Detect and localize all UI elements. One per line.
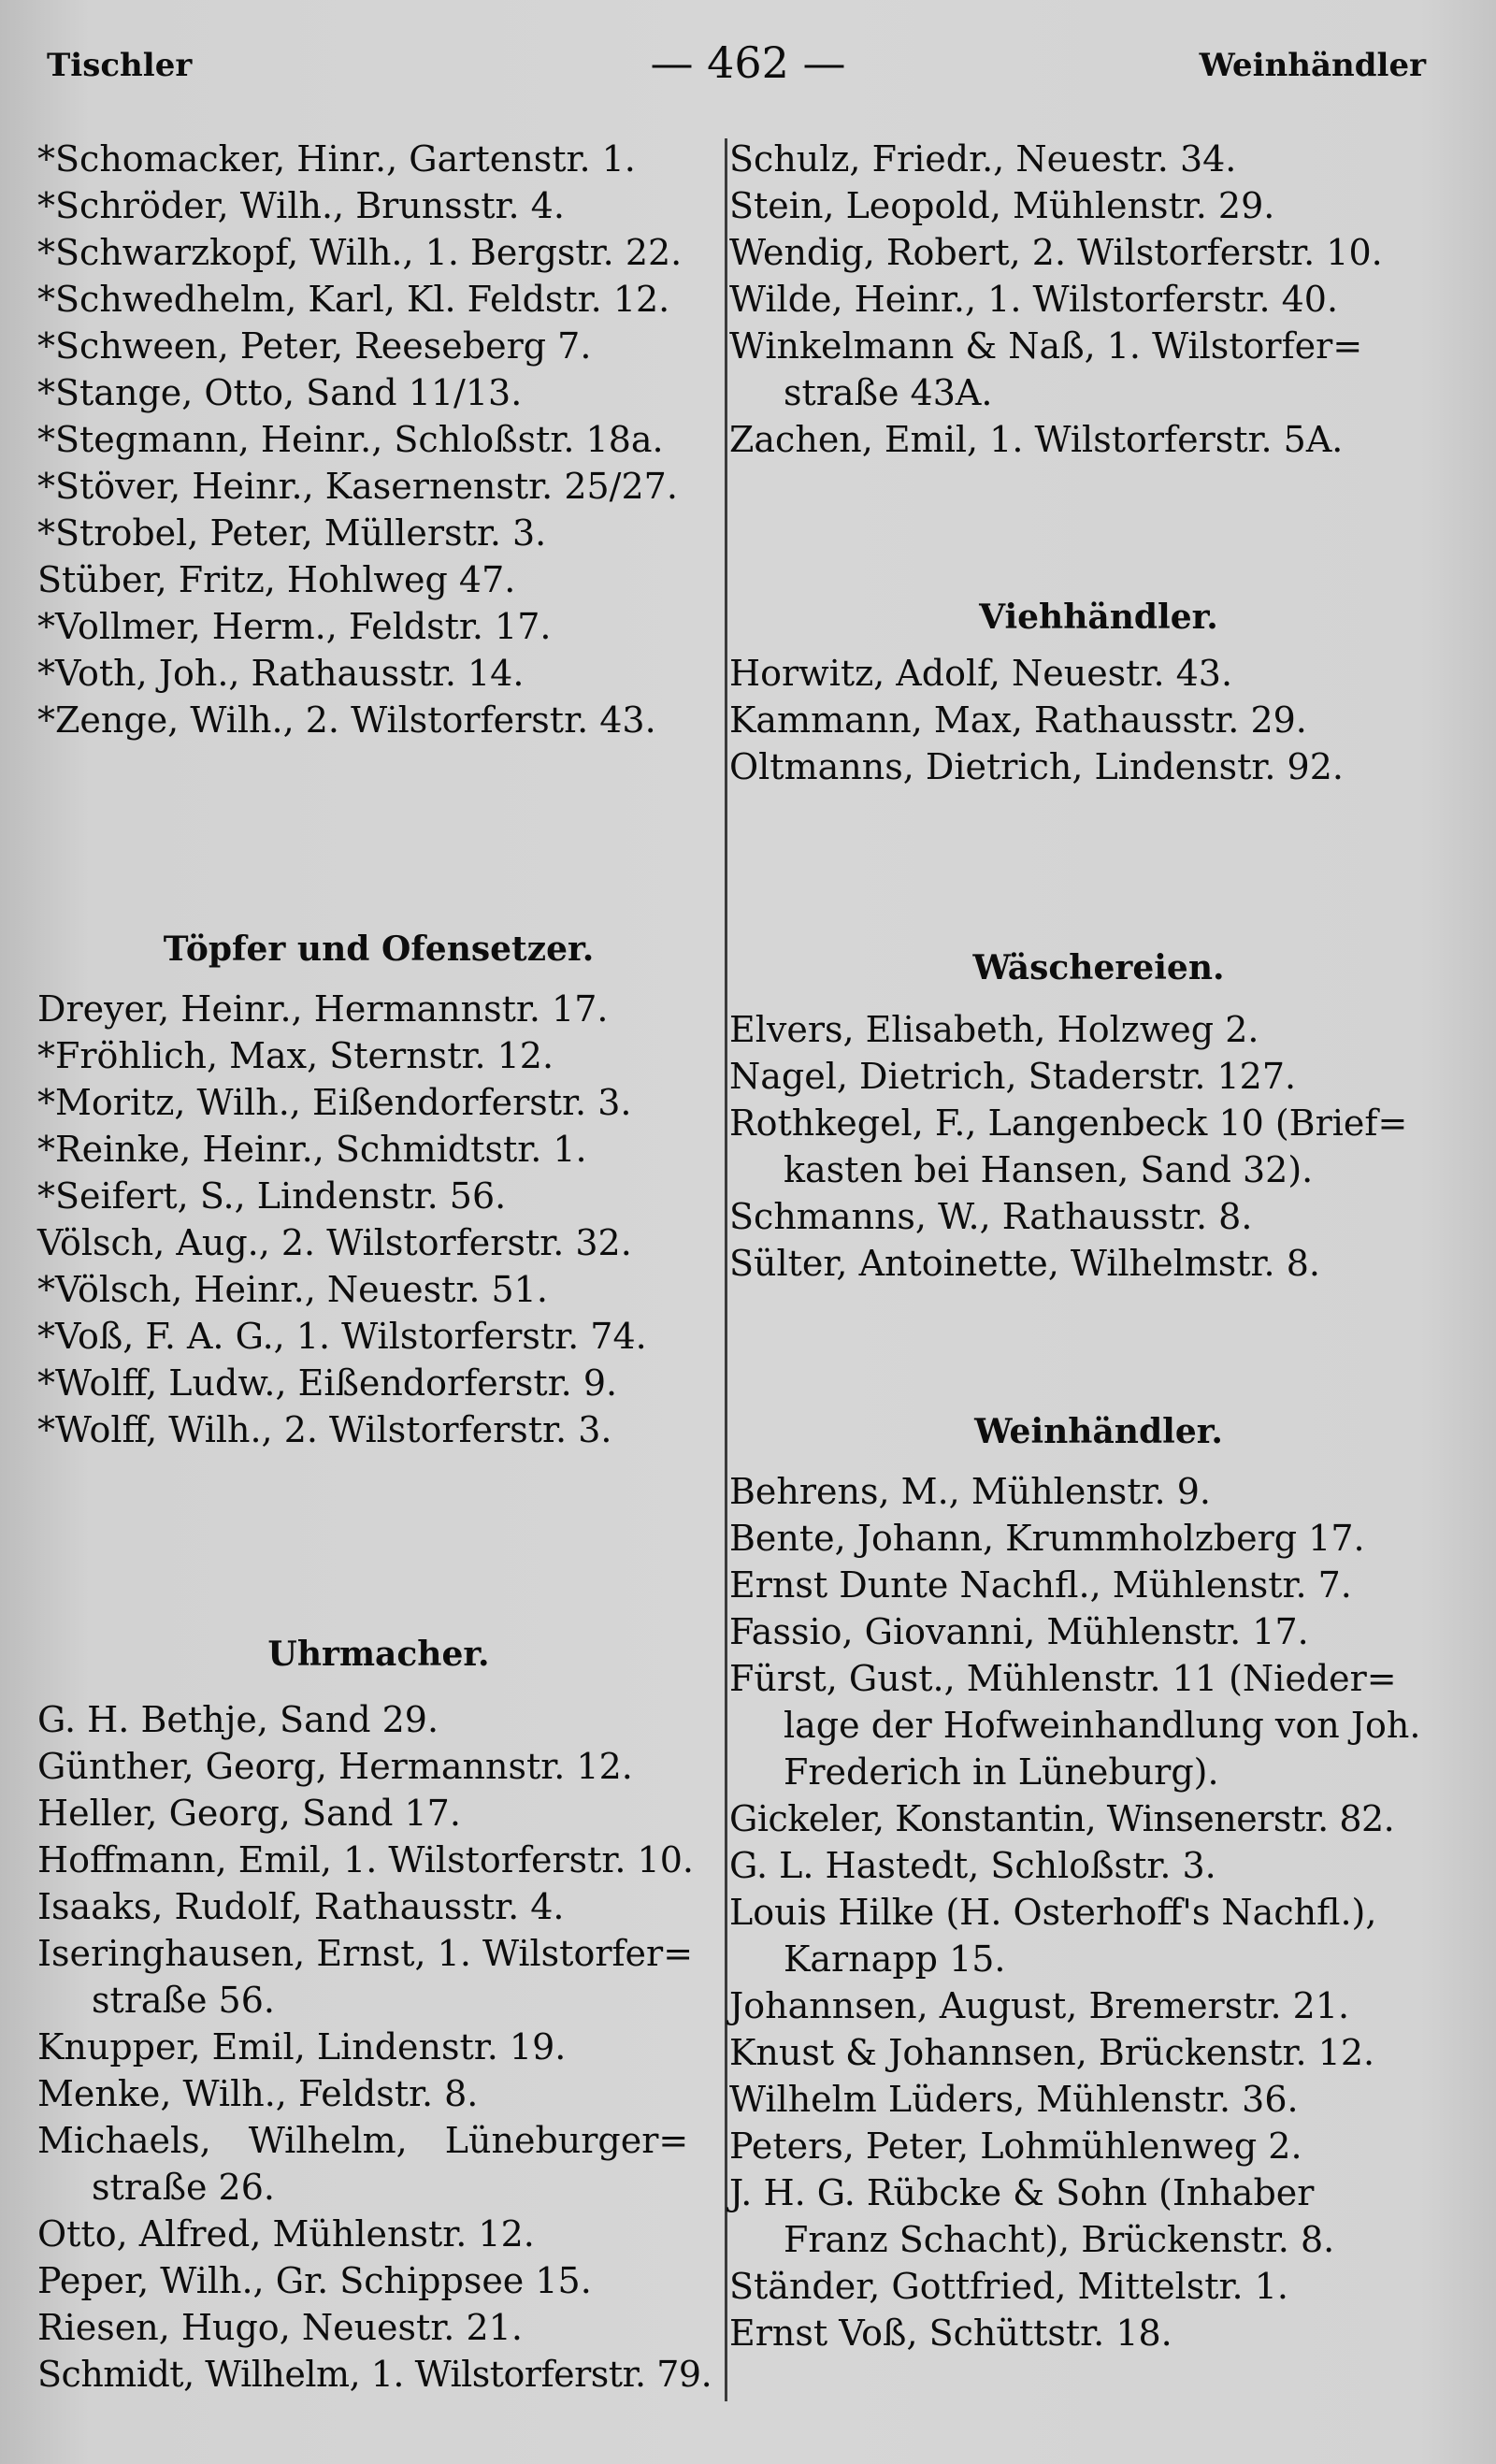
- list-item: Völsch, Aug., 2. Wilstorferstr. 32.: [37, 1222, 632, 1263]
- list-item: *Stegmann, Heinr., Schloßstr. 18a.: [37, 419, 664, 460]
- tischler-list-continued: [37, 136, 720, 743]
- page-number: — 462 —: [650, 37, 846, 88]
- list-item-continuation: Franz Schacht), Brückenstr. 8.: [784, 2219, 1335, 2260]
- list-item: Knust & Johannsen, Brückenstr. 12.: [729, 2032, 1375, 2073]
- list-item-continuation: straße 26.: [92, 2167, 275, 2208]
- weinhaendler-list: [729, 1468, 1468, 2356]
- list-item: J. H. G. Rübcke & Sohn (Inhaber: [729, 2172, 1315, 2213]
- list-item: Louis Hilke (H. Osterhoff's Nachfl.),: [729, 1892, 1377, 1933]
- section-title-waeschereien: Wäschereien.: [972, 948, 1225, 987]
- list-item: *Zenge, Wilh., 2. Wilstorferstr. 43.: [37, 699, 656, 741]
- list-item: *Vollmer, Herm., Feldstr. 17.: [37, 606, 552, 647]
- list-item: *Reinke, Heinr., Schmidtstr. 1.: [37, 1129, 587, 1170]
- list-item: Menke, Wilh., Feldstr. 8.: [37, 2073, 479, 2114]
- list-item: Zachen, Emil, 1. Wilstorferstr. 5A.: [729, 419, 1344, 460]
- list-item: Hoffmann, Emil, 1. Wilstorferstr. 10.: [37, 1839, 694, 1880]
- list-item: Gickeler, Konstantin, Winsenerstr. 82.: [729, 1798, 1395, 1839]
- list-item: Ernst Dunte Nachfl., Mühlenstr. 7.: [729, 1564, 1352, 1606]
- list-item: Michaels, Wilhelm, Lüneburger=: [37, 2120, 689, 2161]
- list-item: *Fröhlich, Max, Sternstr. 12.: [37, 1035, 554, 1076]
- list-item-continuation: kasten bei Hansen, Sand 32).: [784, 1149, 1314, 1190]
- viehhaendler-list: [729, 650, 1468, 790]
- list-item: *Völsch, Heinr., Neuestr. 51.: [37, 1269, 548, 1310]
- list-item: *Voth, Joh., Rathausstr. 14.: [37, 653, 525, 694]
- running-head-right: Weinhändler: [1199, 47, 1426, 84]
- list-item: *Schomacker, Hinr., Gartenstr. 1.: [37, 138, 636, 180]
- list-item: Oltmanns, Dietrich, Lindenstr. 92.: [729, 746, 1344, 787]
- list-item: Stein, Leopold, Mühlenstr. 29.: [729, 185, 1275, 226]
- list-item: Horwitz, Adolf, Neuestr. 43.: [729, 653, 1233, 694]
- list-item-continuation: straße 43A.: [784, 372, 993, 413]
- running-head-left: Tischler: [47, 47, 193, 84]
- list-item: Stüber, Fritz, Hohlweg 47.: [37, 559, 516, 600]
- uhrmacher-list: [37, 1696, 720, 2398]
- list-item: *Wolff, Wilh., 2. Wilstorferstr. 3.: [37, 1409, 612, 1450]
- section-title-weinhaendler: Weinhändler.: [974, 1412, 1223, 1451]
- list-item: *Seifert, S., Lindenstr. 56.: [37, 1175, 507, 1217]
- list-item: Behrens, M., Mühlenstr. 9.: [729, 1471, 1211, 1512]
- list-item: G. H. Bethje, Sand 29.: [37, 1699, 439, 1740]
- section-title-toepfer: Töpfer und Ofensetzer.: [163, 929, 595, 969]
- list-item: Iseringhausen, Ernst, 1. Wilstorfer=: [37, 1933, 694, 1974]
- list-item-continuation: Frederich in Lüneburg).: [784, 1751, 1219, 1793]
- list-item: Wilhelm Lüders, Mühlenstr. 36.: [729, 2079, 1299, 2120]
- list-item: *Schwedhelm, Karl, Kl. Feldstr. 12.: [37, 279, 670, 320]
- column-divider: [725, 138, 727, 2401]
- section-title-viehhaendler: Viehhändler.: [979, 598, 1218, 637]
- list-item-continuation: Karnapp 15.: [784, 1938, 1006, 1980]
- list-item: Schmidt, Wilhelm, 1. Wilstorferstr. 79.: [37, 2354, 712, 2395]
- list-item: *Stange, Otto, Sand 11/13.: [37, 372, 523, 413]
- list-item: Winkelmann & Naß, 1. Wilstorfer=: [729, 325, 1363, 367]
- list-item: Schmanns, W., Rathausstr. 8.: [729, 1196, 1253, 1237]
- list-item: Dreyer, Heinr., Hermannstr. 17.: [37, 988, 609, 1030]
- list-item: *Schröder, Wilh., Brunsstr. 4.: [37, 185, 565, 226]
- list-item: Isaaks, Rudolf, Rathausstr. 4.: [37, 1886, 565, 1927]
- list-item: Johannsen, August, Bremerstr. 21.: [729, 1985, 1350, 2026]
- toepfer-list: [37, 986, 720, 1453]
- list-item: Wendig, Robert, 2. Wilstorferstr. 10.: [729, 232, 1383, 273]
- list-item: Schulz, Friedr., Neuestr. 34.: [729, 138, 1237, 180]
- list-item: Peters, Peter, Lohmühlenweg 2.: [729, 2125, 1302, 2167]
- section-title-uhrmacher: Uhrmacher.: [267, 1635, 490, 1674]
- list-item: Kammann, Max, Rathausstr. 29.: [729, 699, 1307, 741]
- list-item: Bente, Johann, Krummholzberg 17.: [729, 1518, 1365, 1559]
- list-item: Fürst, Gust., Mühlenstr. 11 (Nieder=: [729, 1658, 1397, 1699]
- list-item: *Strobel, Peter, Müllerstr. 3.: [37, 512, 547, 554]
- list-item: *Stöver, Heinr., Kasernenstr. 25/27.: [37, 466, 678, 507]
- right-column: [729, 136, 1468, 2356]
- list-item: Fassio, Giovanni, Mühlenstr. 17.: [729, 1611, 1309, 1652]
- list-item: Otto, Alfred, Mühlenstr. 12.: [37, 2213, 535, 2255]
- list-item: Elvers, Elisabeth, Holzweg 2.: [729, 1009, 1259, 1050]
- list-item: Sülter, Antoinette, Wilhelmstr. 8.: [729, 1243, 1320, 1284]
- list-item: Rothkegel, F., Langenbeck 10 (Brief=: [729, 1102, 1408, 1144]
- list-item: *Wolff, Ludw., Eißendorferstr. 9.: [37, 1362, 618, 1404]
- list-item: Heller, Georg, Sand 17.: [37, 1793, 461, 1834]
- tischler-list-end: [729, 136, 1468, 463]
- list-item: *Voß, F. A. G., 1. Wilstorferstr. 74.: [37, 1316, 647, 1357]
- list-item: *Moritz, Wilh., Eißendorferstr. 3.: [37, 1082, 632, 1123]
- list-item: Peper, Wilh., Gr. Schippsee 15.: [37, 2260, 592, 2301]
- list-item: Ständer, Gottfried, Mittelstr. 1.: [729, 2266, 1288, 2307]
- list-item: *Schwarzkopf, Wilh., 1. Bergstr. 22.: [37, 232, 683, 273]
- list-item-continuation: lage der Hofweinhandlung von Joh.: [784, 1705, 1421, 1746]
- list-item: Nagel, Dietrich, Staderstr. 127.: [729, 1056, 1297, 1097]
- list-item: *Schween, Peter, Reeseberg 7.: [37, 325, 592, 367]
- list-item: Günther, Georg, Hermannstr. 12.: [37, 1746, 633, 1787]
- list-item: G. L. Hastedt, Schloßstr. 3.: [729, 1845, 1216, 1886]
- list-item-continuation: straße 56.: [92, 1980, 275, 2021]
- list-item: Wilde, Heinr., 1. Wilstorferstr. 40.: [729, 279, 1339, 320]
- list-item: Riesen, Hugo, Neuestr. 21.: [37, 2307, 523, 2348]
- left-column: [37, 136, 720, 2398]
- list-item: Knupper, Emil, Lindenstr. 19.: [37, 2026, 567, 2068]
- list-item: Ernst Voß, Schüttstr. 18.: [729, 2313, 1172, 2354]
- waeschereien-list: [729, 1006, 1468, 1287]
